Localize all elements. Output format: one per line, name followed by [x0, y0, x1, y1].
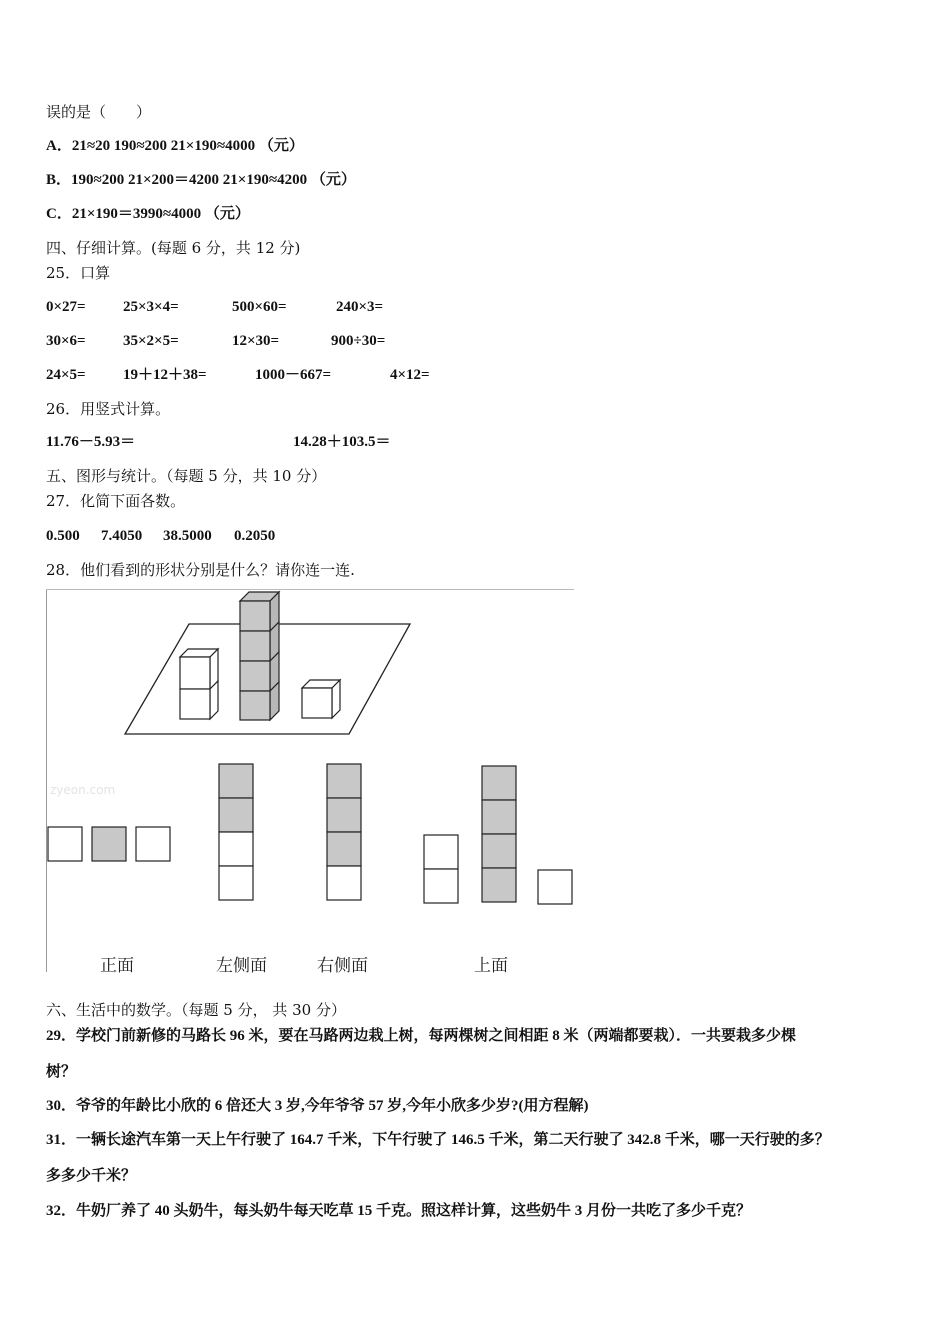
q25-r1-c1: 0×27=: [46, 299, 86, 315]
view-column-a: [219, 764, 253, 900]
q25-r3-c1: 24×5=: [46, 367, 86, 383]
cube-stack-left: [180, 649, 218, 719]
q31-line-2: 多多少千米？: [46, 1168, 137, 1184]
q26-item-1: 11.76－5.93＝: [46, 434, 136, 450]
q25-r3-c3: 1000－667=: [255, 367, 332, 383]
watermark: zyeon.com: [50, 783, 116, 797]
q25-r3-c2: 19＋12＋38=: [123, 367, 207, 383]
section-5-title: 五、图形与统计。（每题 5 分，共 10 分）: [46, 467, 327, 485]
q30-text: 30．爷爷的年龄比小欣的 6 倍还大 3 岁,今年爷爷 57 岁,今年小欣多少岁?(用方程解): [46, 1098, 589, 1114]
q25-r1-c2: 25×3×4=: [123, 299, 179, 315]
q28-title: 28．他们看到的形状分别是什么？请你连一连.: [46, 561, 355, 579]
q25-title: 25．口算: [46, 264, 111, 282]
q31-line-1: 31．一辆长途汽车第一天上午行驶了 164.7 千米，下午行驶了 146.5 千米，第二天行驶了 342.8 千米，哪一天行驶的多？: [46, 1132, 830, 1148]
cube-single-right: [302, 680, 340, 718]
q25-r1-c3: 500×60=: [232, 299, 287, 315]
label-front: 正面: [100, 956, 134, 976]
q24-option-c: C．21×190＝3990≈4000 （元）: [46, 206, 250, 222]
q29-line-2: 树？: [46, 1064, 77, 1080]
q26-item-2: 14.28＋103.5＝: [293, 434, 391, 450]
views-figure: [46, 589, 574, 974]
q27-title: 27．化简下面各数。: [46, 492, 186, 510]
q24-option-a: A．21≈20 190≈200 21×190≈4000 （元）: [46, 138, 304, 154]
section-4-title: 四、仔细计算。(每题 6 分，共 12 分): [46, 239, 301, 257]
view-row-of-three: [48, 827, 170, 861]
label-right-side: 右侧面: [317, 956, 368, 976]
q27-number-2: 7.4050: [101, 528, 143, 544]
q25-r1-c4: 240×3=: [336, 299, 384, 315]
q27-number-4: 0.2050: [234, 528, 276, 544]
q24-continuation: 误的是（ ）: [46, 103, 152, 121]
q29-line-1: 29．学校门前新修的马路长 96 米，要在马路两边栽上树，每两棵树之间相距 8 米（两端都要栽）．一共要栽多少棵: [46, 1028, 797, 1044]
q27-number-3: 38.5000: [163, 528, 212, 544]
q25-r3-c4: 4×12=: [390, 367, 430, 383]
q27-number-1: 0.500: [46, 528, 80, 544]
cube-stack-tall: [240, 592, 279, 720]
q25-r2-c3: 12×30=: [232, 333, 280, 349]
section-6-title: 六、生活中的数学。（每题 5 分， 共 30 分）: [46, 1001, 346, 1019]
label-top: 上面: [474, 956, 508, 976]
q26-title: 26．用竖式计算。: [46, 400, 171, 418]
views-figure-svg: [46, 589, 574, 974]
q25-r2-c2: 35×2×5=: [123, 333, 179, 349]
view-combined: [424, 766, 572, 904]
q32-text: 32．牛奶厂养了 40 头奶牛，每头奶牛每天吃草 15 千克。照这样计算，这些奶牛 3 月份一共吃了多少千克？: [46, 1203, 752, 1219]
view-column-b: [327, 764, 361, 900]
q25-r2-c4: 900÷30=: [331, 333, 386, 349]
q24-option-b: B．190≈200 21×200＝4200 21×190≈4200 （元）: [46, 172, 356, 188]
label-left-side: 左侧面: [216, 956, 267, 976]
q25-r2-c1: 30×6=: [46, 333, 86, 349]
